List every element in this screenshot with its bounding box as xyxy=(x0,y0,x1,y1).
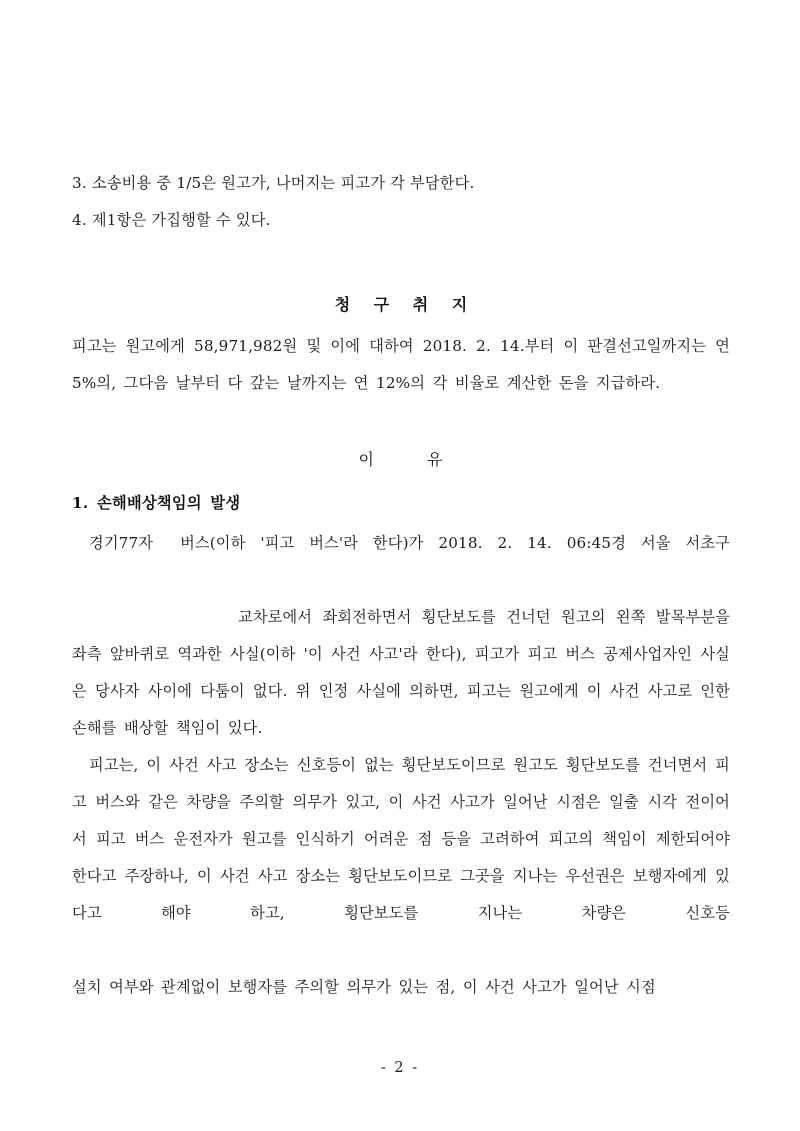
claim-interest-rate-secondary: 12% xyxy=(376,374,411,393)
claim-text-lead-line2: 연 xyxy=(715,337,730,356)
document-text-column xyxy=(72,0,730,1006)
order-item-4: 4. 제1항은 가집행할 수 있다. xyxy=(72,211,271,229)
defendant-argument-last-line: 설치 여부와 관계없이 보행자를 주의할 의무가 있는 점, 이 사건 사고가 일어난 시점 xyxy=(72,978,656,997)
reason-heading-char-2: 유 xyxy=(427,450,444,470)
claim-text-after-amount: 및 이에 대하여 xyxy=(297,337,423,356)
accident-text-after-address: 교차로에서 좌회전하면서 횡단보도를 건너던 원고의 왼쪽 발목 xyxy=(238,608,686,627)
order-item-3: 3. 소송비용 중 1/5은 원고가, 나머지는 피고가 각 부담한다. xyxy=(72,174,475,192)
reason-section-heading xyxy=(72,450,730,469)
claim-section-heading: 청 구 취 지 xyxy=(334,295,477,314)
accident-text-remainder: 부분을 좌측 앞바퀴로 역과한 사실(이하 '이 사건 사고'라 한다), 피고가 피고 버스 공제사업자인 사실은 당사자 사이에 다툼이 없다. 위 인정 사실에 의하면, 피고는 원고에게 이 사건 사고로 인한 손해를 배상할 책임이 있다. xyxy=(72,608,730,738)
accident-location: 서울 서초구 xyxy=(640,534,730,553)
defendant-argument-body: 피고는, 이 사건 사고 장소는 신호등이 없는 횡단보도이므로 원고도 횡단보도를 건너면서 피고 버스와 같은 차량을 주의할 의무가 있고, 이 사건 사고가 일어난 시점은 일출 시각 전이어서 피고 버스 운전자가 원고를 인식하기 어려운 점 등을 고려하여 피고의 책임이 제한되어야 한다고 주장하나, 이 사건 사고 장소는 횡단보도이므로 그곳을 지나는 우선권은 보행자에게 있다고 해야 하고, 횡단보도를 지나는 차량은 신호등 xyxy=(72,756,730,923)
spacer xyxy=(72,314,730,328)
claim-text-line3: 라. xyxy=(640,374,661,393)
accident-date: 2018. 2. 14. xyxy=(438,534,552,553)
accident-text-after-plate: 버스(이하 '피고 버스'라 한다)가 xyxy=(180,534,439,553)
claim-start-date: 2018. 2. 14. xyxy=(422,337,525,356)
page-number-footer: - 2 - xyxy=(380,1060,420,1076)
claim-text-tail-line1: 부터 이 판결선고일까지는 xyxy=(524,337,707,356)
claim-section-paragraph xyxy=(72,328,730,402)
claim-interest-rate-primary: 5% xyxy=(72,374,97,393)
reason-paragraph-accident-facts xyxy=(72,525,730,747)
spacer xyxy=(72,469,730,485)
claim-text-tail-line2: 의 각 비율로 계산한 돈을 지급하 xyxy=(410,374,641,393)
order-items-list xyxy=(72,165,730,239)
vehicle-plate-number: 경기77자 xyxy=(89,534,154,553)
spacer xyxy=(72,402,730,450)
accident-time: 06:45경 xyxy=(566,534,627,553)
reason-heading-char-1: 이 xyxy=(358,450,375,470)
reason-paragraph-defendant-argument xyxy=(72,747,730,1006)
claim-amount: 58,971,982원 xyxy=(194,337,298,356)
subsection-title-liability: 1. 손해배상책임의 발생 xyxy=(72,494,241,513)
claim-text-mid-line2: 의, 그다음 날부터 다 갚는 날까지는 연 xyxy=(96,374,377,393)
claim-text-lead: 피고는 원고에게 xyxy=(72,337,195,356)
